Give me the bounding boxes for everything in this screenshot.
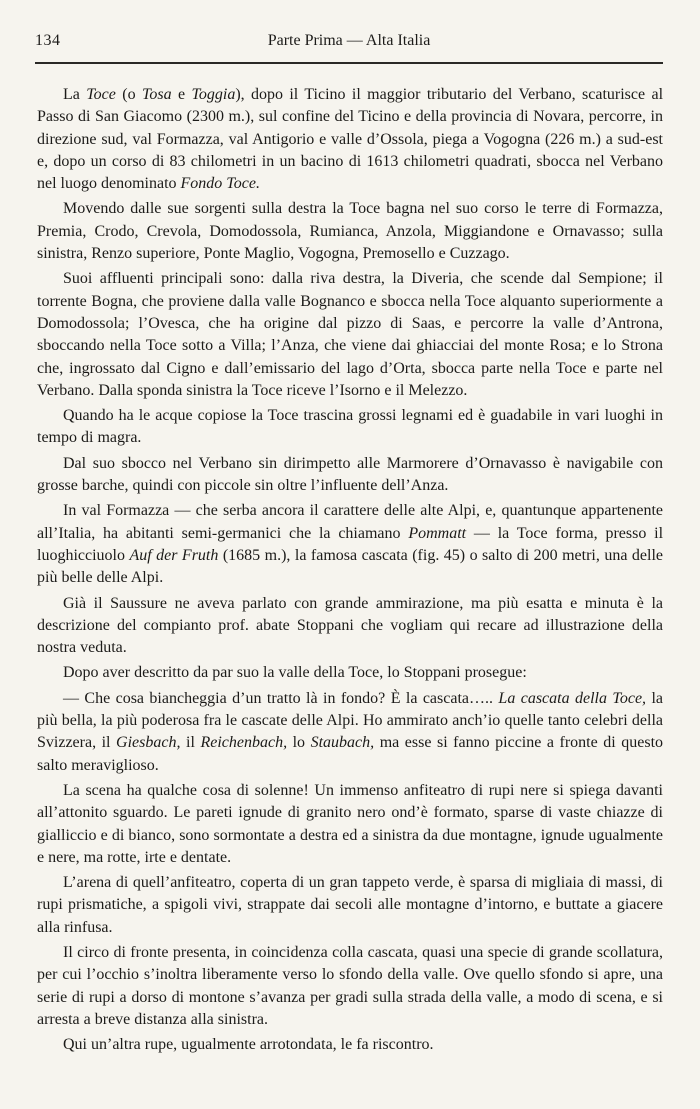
italic-text: La cascata della Toce, (498, 689, 647, 707)
italic-text: Pommatt (408, 524, 467, 542)
page-header (35, 30, 663, 56)
text-run: Già il Saussure ne aveva parlato con grande ammirazione, ma più esatta e minuta è la descrizione del compianto prof. abate Stoppani che vogliam qui recare ad illustrazione della nostra veduta. (37, 594, 663, 657)
text-run: La scena ha qualche cosa di solenne! Un immenso anfiteatro di rupi nere si spiega davanti all’attonito sguardo. Le pareti ignude di granito nero ond’è formato, sparse di vaste chiazze di gialliccio e di bianco, sono sormontate a destra ed a sinistra da due montagne, ignude ugualmente e nere, ma rotte, irte e dentate. (37, 781, 663, 866)
paragraph (37, 500, 663, 589)
italic-text: Staubach, (310, 734, 375, 752)
paragraph (37, 405, 663, 450)
text-run: Qui un’altra rupe, ugualmente arrotondata, le fa riscontro. (63, 1036, 434, 1054)
italic-text: Tosa (141, 86, 172, 103)
italic-text: Giesbach, (116, 734, 181, 752)
text-run: In val Formazza — che serba ancora il carattere delle alte Alpi, e, quantunque appartenente all’Italia, ha abitanti semi-germanici che la chiamano (37, 502, 663, 542)
text-run: Movendo dalle sue sorgenti sulla destra la Toce bagna nel suo corso le terre di Formazza, Premia, Crodo, Crevola, Domodossola, Rumianca, Anzola, Miggiandone e Ornavasso; sulla sinistra, Renzo superiore, Ponte Maglio, Vogogna, Premosello e Cuzzago. (37, 200, 663, 263)
italic-text: Auf der Fruth (129, 546, 219, 564)
italic-text: Fondo Toce. (180, 175, 260, 193)
paragraph (37, 593, 663, 660)
italic-text: Toggia (191, 86, 236, 103)
text-run: Quando ha le acque copiose la Toce trascina grossi legnami ed è guadabile in vari luoghi in tempo di magra. (37, 407, 663, 447)
paragraph (37, 268, 663, 402)
italic-text: Reichenbach, (200, 734, 288, 752)
paragraph (37, 780, 663, 869)
text-run: Suoi affluenti principali sono: dalla riva destra, la Diveria, che scende dal Sempione; il torrente Bogna, che proviene dalla valle Bognanco e sbocca nella Toce alquanto superiormente a Domodossola; l’Ovesca, che ha origine dal pizzo di Saas, e percorre la valle d’Antrona, sboccando nella Toce sotto a Villa; l’Anza, che viene dai ghiacciai del monte Rosa; e lo Strona che, ingrossato dal Cigno e dall’emissario del lago d’Orta, sbocca parte nella Toce e parte nel Verbano. Dalla sponda sinistra la Toce riceve l’Isorno e il Melezzo. (37, 270, 663, 399)
italic-text: Toce (86, 86, 116, 103)
paragraph (37, 1034, 663, 1056)
paragraph (37, 688, 663, 777)
paragraph (37, 453, 663, 498)
text-run: La (63, 86, 87, 103)
text-run: L’arena di quell’anfiteatro, coperta di un gran tappeto verde, è sparsa di migliaia di massi, di rupi prismatiche, a spigoli vivi, strappate dai secoli alle montagne d’intorno, e buttate a giacere alla rinfusa. (37, 874, 663, 936)
paragraph (37, 942, 663, 1031)
text-run: ma esse si fanno piccine a fronte di questo salto meraviglioso. (37, 734, 664, 774)
text-run: ), dopo il Ticino il maggior tributario del Verbano, scaturisce al Passo di San Giacomo (2300 m.), sul confine del Ticino e della provincia di Novara, percorre, in direzione sud, val Formazza, val Antigorio e valle d’Ossola, piega a Vogogna (226 m.) a sud-est e, dopo un corso di 83 chilometri in un bacino di 1613 chilometri quadrati, sbocca nel Verbano nel luogo denominato (37, 86, 664, 193)
paragraph (37, 198, 663, 265)
text-run: Dopo aver descritto da par suo la valle della Toce, lo Stoppani prosegue: (63, 664, 527, 682)
paragraph (37, 84, 663, 195)
page-number: 134 (35, 32, 61, 49)
text-run: (o (115, 86, 142, 103)
text-run: — la Toce forma, presso il luoghicciuolo (37, 524, 664, 564)
body-text (37, 84, 663, 1056)
text-run: Dal suo sbocco nel Verbano sin dirimpetto alle Marmorere d’Ornavasso è navigabile con grosse barche, quindi con piccole sin oltre l’influente dell’Anza. (37, 454, 663, 495)
paragraph (37, 662, 663, 684)
text-run: (1685 m.), la famosa cascata (fig. 45) o salto di 200 metri, una delle più belle delle Alpi. (37, 546, 664, 587)
running-title: Parte Prima — Alta Italia (267, 32, 431, 49)
header-rule (35, 62, 663, 64)
text-run: e (171, 86, 192, 103)
text-run: la più bella, la più poderosa fra le cascate delle Alpi. Ho ammirato anch’io quelle tanto celebri della Svizzera, il (37, 689, 664, 752)
text-run: Il circo di fronte presenta, in coincidenza colla cascata, quasi una specie di grande scollatura, per cui l’occhio s’inoltra liberamente verso lo sfondo della valle. Ove quello sfondo si apre, una serie di rupi a dorso di montone s’avanza per gradi sulla strada della valle, a modo di scena, e si arresta a breve distanza alla sinistra. (37, 943, 663, 1028)
text-run: lo (287, 734, 311, 752)
text-run: il (180, 734, 201, 752)
paragraph (37, 872, 663, 939)
text-run: — Che cosa biancheggia d’un tratto là in fondo? È la cascata….. (63, 689, 499, 707)
